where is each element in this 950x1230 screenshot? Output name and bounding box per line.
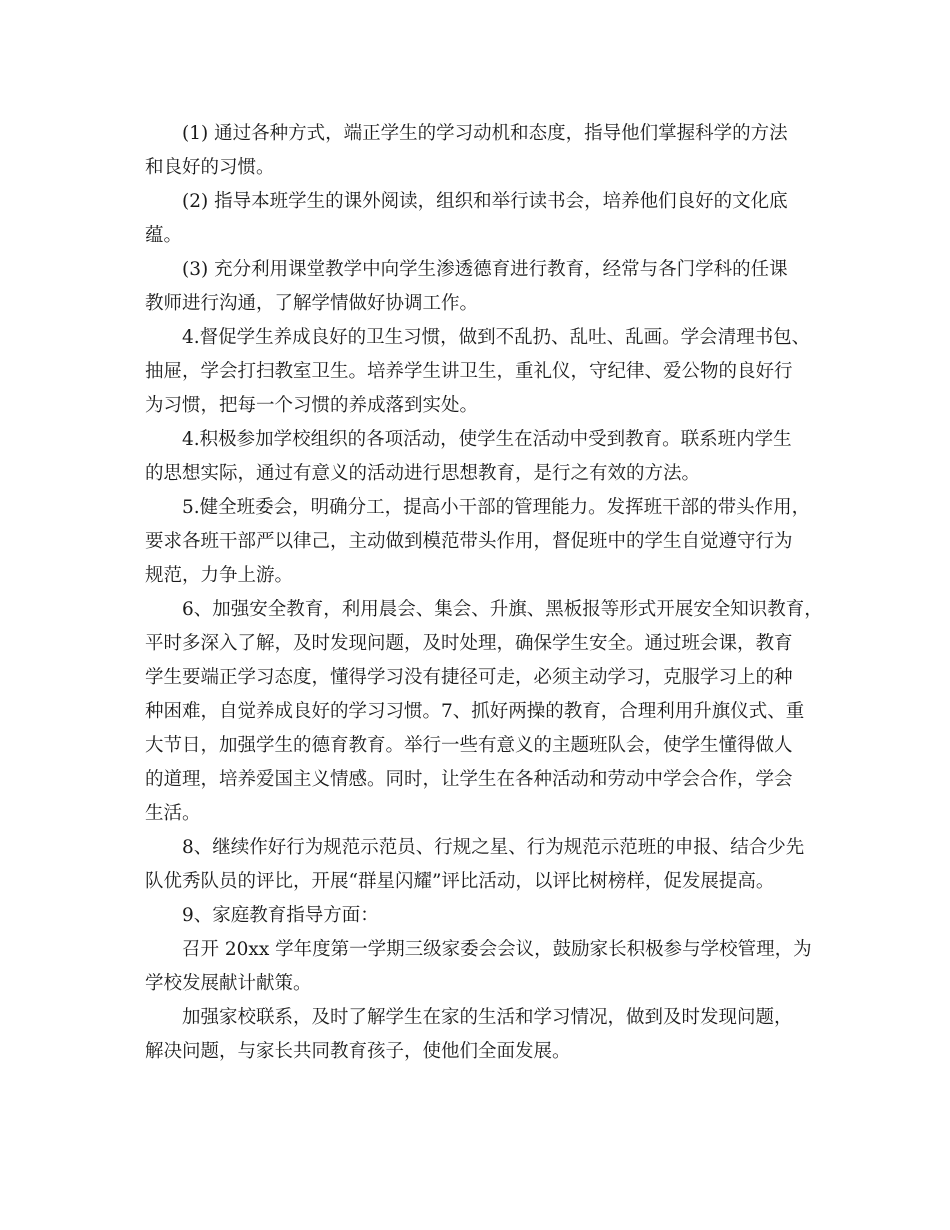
paragraph-1 xyxy=(145,117,825,185)
paragraph-line: 和良好的习惯。 xyxy=(145,157,275,178)
paragraph-2 xyxy=(145,185,825,253)
paragraph-line: 学生要端正学习态度，懂得学习没有捷径可走，必须主动学习，克服学习上的种 xyxy=(145,667,793,688)
paragraph-7 xyxy=(145,593,825,831)
paragraph-11 xyxy=(145,1001,825,1069)
paragraph-6 xyxy=(145,491,825,593)
paragraph-line: (3) 充分利用课堂教学中向学生渗透德育进行教育，经常与各门学科的任课 xyxy=(182,259,788,280)
paragraph-9 xyxy=(145,899,825,933)
paragraph-line: 的思想实际，通过有意义的活动进行思想教育，是行之有效的方法。 xyxy=(145,463,701,484)
paragraph-line: 平时多深入了解，及时发现问题，及时处理，确保学生安全。通过班会课，教育 xyxy=(145,633,793,654)
paragraph-line: 召开 20xx 学年度第一学期三级家委会会议，鼓励家长积极参与学校管理，为 xyxy=(182,939,812,960)
paragraph-line: 8、继续作好行为规范示范员、行规之星、行为规范示范班的申报、结合少先 xyxy=(182,837,805,858)
paragraph-line: 生活。 xyxy=(145,803,201,824)
paragraph-line: 队优秀队员的评比，开展“群星闪耀”评比活动，以评比树榜样，促发展提高。 xyxy=(145,871,775,892)
paragraph-line: 为习惯，把每一个习惯的养成落到实处。 xyxy=(145,395,479,416)
paragraph-line: 4.积极参加学校组织的各项活动，使学生在活动中受到教育。联系班内学生 xyxy=(182,429,792,450)
paragraph-line: (2) 指导本班学生的课外阅读，组织和举行读书会，培养他们良好的文化底 xyxy=(182,191,788,212)
paragraph-line: (1) 通过各种方式，端正学生的学习动机和态度，指导他们掌握科学的方法 xyxy=(182,123,788,144)
paragraph-3 xyxy=(145,253,825,321)
paragraph-line: 6、加强安全教育，利用晨会、集会、升旗、黑板报等形式开展安全知识教育， xyxy=(182,599,823,620)
paragraph-line: 教师进行沟通，了解学情做好协调工作。 xyxy=(145,293,479,314)
paragraph-8 xyxy=(145,831,825,899)
paragraph-line: 5.健全班委会，明确分工，提高小干部的管理能力。发挥班干部的带头作用， xyxy=(182,497,811,518)
paragraph-line: 抽屉，学会打扫教室卫生。培养学生讲卫生，重礼仪，守纪律、爱公物的良好行 xyxy=(145,361,793,382)
paragraph-line: 加强家校联系，及时了解学生在家的生活和学习情况，做到及时发现问题， xyxy=(182,1007,793,1028)
paragraph-line: 大节日，加强学生的德育教育。举行一些有意义的主题班队会，使学生懂得做人 xyxy=(145,735,793,756)
paragraph-line: 要求各班干部严以律己，主动做到模范带头作用，督促班中的学生自觉遵守行为 xyxy=(145,531,793,552)
paragraph-line: 学校发展献计献策。 xyxy=(145,973,312,994)
paragraph-10 xyxy=(145,933,825,1001)
paragraph-line: 蕴。 xyxy=(145,225,183,246)
paragraph-line: 的道理，培养爱国主义情感。同时，让学生在各种活动和劳动中学会合作，学会 xyxy=(145,769,793,790)
document-body xyxy=(145,117,825,1069)
paragraph-line: 9、家庭教育指导方面： xyxy=(182,905,379,926)
paragraph-5 xyxy=(145,423,825,491)
paragraph-line: 解决问题，与家长共同教育孩子，使他们全面发展。 xyxy=(145,1041,571,1062)
paragraph-4 xyxy=(145,321,825,423)
paragraph-line: 4.督促学生养成良好的卫生习惯，做到不乱扔、乱吐、乱画。学会清理书包、 xyxy=(182,327,811,348)
paragraph-line: 规范，力争上游。 xyxy=(145,565,294,586)
paragraph-line: 种困难，自觉养成良好的学习习惯。7、抓好两操的教育，合理利用升旗仪式、重 xyxy=(145,701,805,722)
